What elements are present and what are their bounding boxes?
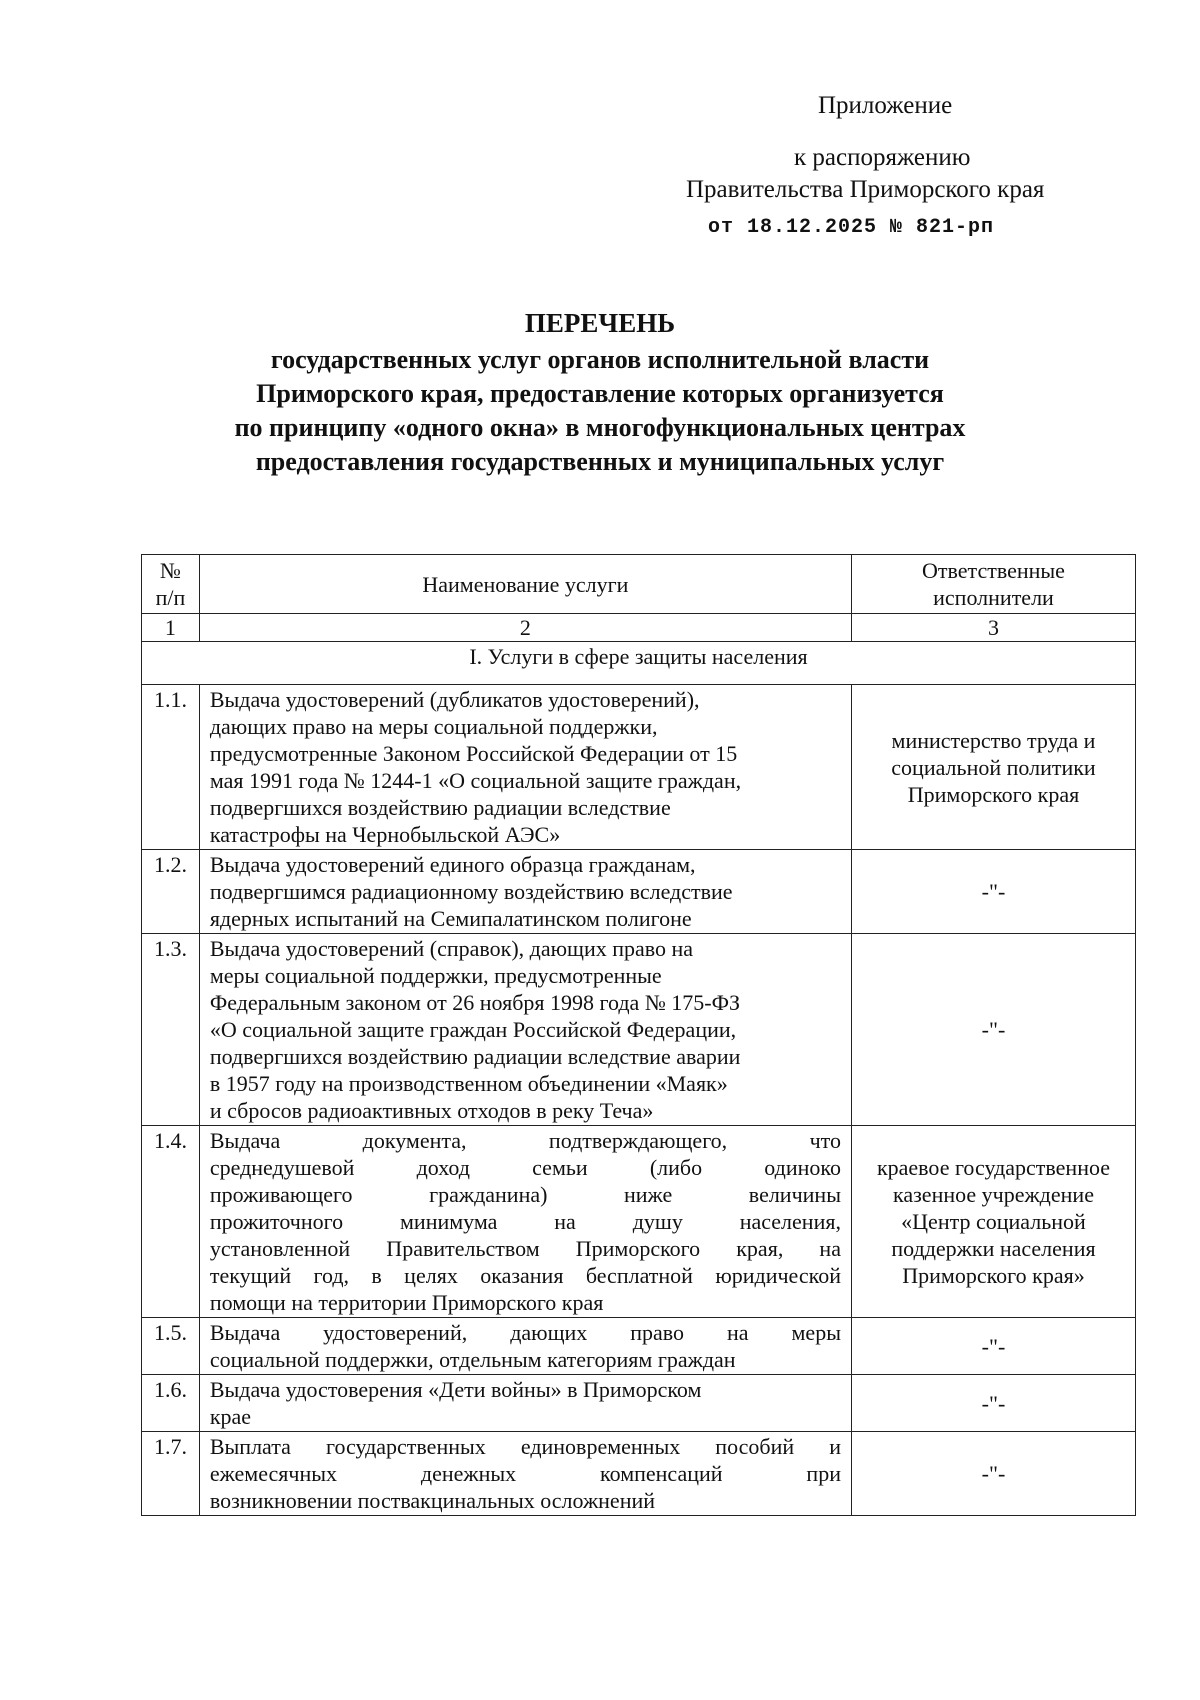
service-name-line: установленной Правительством Приморского края, на [209, 1236, 841, 1261]
service-name [199, 1432, 851, 1516]
subtitle-line: предоставления государственных и муниципальных услуг [255, 447, 945, 476]
table-row [142, 1126, 1136, 1318]
header-exec [851, 555, 1135, 614]
service-name-line: дающих право на меры социальной поддержки, [209, 714, 658, 739]
executor-line: министерство труда и [891, 727, 1096, 753]
executor-line: социальной политики [891, 754, 1096, 780]
header-num-line: № [159, 558, 181, 583]
row-number: 1.4. [142, 1126, 200, 1318]
row-number: 1.5. [142, 1318, 200, 1375]
table-row [142, 685, 1136, 850]
table-row [142, 1432, 1136, 1516]
executor-line: краевое государственное [876, 1155, 1111, 1180]
row-number: 1.1. [142, 685, 200, 850]
service-name-line: мая 1991 года № 1244-1 «О социальной защите граждан, [209, 768, 742, 793]
service-name [199, 1318, 851, 1375]
service-name-line: социальной поддержки, отдельным категориям граждан [209, 1347, 736, 1372]
order-date-number: от 18.12.2025 № 821-рп [708, 216, 995, 239]
executor-line: -"- [981, 1333, 1006, 1359]
executor-line: поддержки населения [891, 1236, 1096, 1261]
executor-line: Приморского края [907, 781, 1080, 807]
section-row [142, 642, 1136, 685]
executor-line: -"- [981, 1017, 1006, 1042]
service-name-line: Выдача удостоверения «Дети войны» в Приморском [209, 1377, 702, 1402]
service-name-line: Выдача документа, подтверждающего, что [209, 1128, 841, 1153]
responsible-executor [851, 1432, 1135, 1516]
rows-body [142, 685, 1136, 1516]
document-subtitle [0, 343, 1200, 479]
column-index: 3 [851, 614, 1135, 642]
table-row [142, 850, 1136, 934]
executor-line: «Центр социальной [901, 1209, 1086, 1234]
subtitle-line: по принципу «одного окна» в многофункциональных центрах [234, 413, 966, 442]
service-name-line: Выдача удостоверений (дубликатов удостоверений), [209, 687, 700, 712]
service-name [199, 685, 851, 850]
row-number: 1.6. [142, 1375, 200, 1432]
executor-line: Приморского края» [902, 1263, 1085, 1288]
service-name-line: меры социальной поддержки, предусмотренные [209, 963, 662, 988]
table-row [142, 1318, 1136, 1375]
service-name-line: Федеральным законом от 26 ноября 1998 года № 175-ФЗ [209, 990, 741, 1015]
service-name-line: «О социальной защите граждан Российской Федерации, [209, 1017, 737, 1042]
header-num-line: п/п [155, 585, 186, 610]
service-name-line: крае [209, 1404, 252, 1429]
service-name-line: катастрофы на Чернобыльской АЭС» [209, 822, 561, 847]
service-name-line: Выдача удостоверений единого образца гражданам, [209, 852, 696, 877]
to-order-label: к распоряжению [794, 144, 971, 171]
service-name-line: подвергшимся радиационному воздействию вследствие [209, 879, 733, 904]
subtitle-line: Приморского края, предоставление которых организуется [256, 379, 944, 408]
executor-line: -"- [981, 1461, 1006, 1486]
service-name-line: и сбросов радиоактивных отходов в реку Теча» [209, 1098, 654, 1123]
column-index-row [142, 614, 1136, 642]
table-row [142, 934, 1136, 1126]
service-name-line: предусмотренные Законом Российской Федерации от 15 [209, 741, 738, 766]
document-title: ПЕРЕЧЕНЬ [524, 308, 676, 338]
section-title: I. Услуги в сфере защиты населения [142, 642, 1136, 685]
row-number: 1.2. [142, 850, 200, 934]
service-name-line: прожиточного минимума на душу населения, [209, 1209, 841, 1234]
executor-line: -"- [981, 1390, 1006, 1416]
service-name-line: подвергшихся воздействию радиации вследствие аварии [209, 1044, 741, 1069]
row-number: 1.7. [142, 1432, 200, 1516]
column-index: 2 [199, 614, 851, 642]
responsible-executor [851, 1318, 1135, 1375]
appendix-label: Приложение [818, 92, 953, 119]
service-name-line: Выдача удостоверений, дающих право на меры [209, 1320, 841, 1345]
service-name [199, 1126, 851, 1318]
service-name-line: в 1957 году на производственном объединении «Маяк» [209, 1071, 728, 1096]
service-name [199, 934, 851, 1126]
service-name [199, 850, 851, 934]
header-exec-line: исполнители [933, 585, 1054, 610]
executor-line: казенное учреждение [893, 1182, 1094, 1207]
service-name-line: возникновении поствакцинальных осложнений [209, 1488, 656, 1513]
responsible-executor [851, 685, 1135, 850]
government-label: Правительства Приморского края [686, 176, 1045, 203]
responsible-executor [851, 1126, 1135, 1318]
executor-line: -"- [981, 879, 1006, 904]
service-name-line: помощи на территории Приморского края [209, 1290, 604, 1315]
header-num [142, 555, 200, 614]
table-row [142, 1375, 1136, 1432]
header-name: Наименование услуги [199, 555, 851, 614]
subtitle-line: государственных услуг органов исполнительной власти [270, 345, 930, 374]
service-name-line: Выплата государственных единовременных пособий и [209, 1434, 841, 1459]
service-name-line: подвергшихся воздействию радиации вследствие [209, 795, 671, 820]
responsible-executor [851, 934, 1135, 1126]
service-name-line: среднедушевой доход семьи (либо одиноко [209, 1155, 841, 1180]
row-number: 1.3. [142, 934, 200, 1126]
table-header-row [142, 555, 1136, 614]
service-name-line: ядерных испытаний на Семипалатинском полигоне [209, 906, 692, 931]
service-name-line: ежемесячных денежных компенсаций при [209, 1461, 841, 1486]
responsible-executor [851, 1375, 1135, 1432]
service-name-line: проживающего гражданина) ниже величины [209, 1182, 841, 1207]
services-table [141, 554, 1136, 1516]
header-exec-line: Ответственные [922, 558, 1065, 583]
service-name-line: текущий год, в целях оказания бесплатной юридической [209, 1263, 841, 1288]
column-index: 1 [142, 614, 200, 642]
service-name-line: Выдача удостоверений (справок), дающих право на [209, 936, 694, 961]
service-name [199, 1375, 851, 1432]
responsible-executor [851, 850, 1135, 934]
